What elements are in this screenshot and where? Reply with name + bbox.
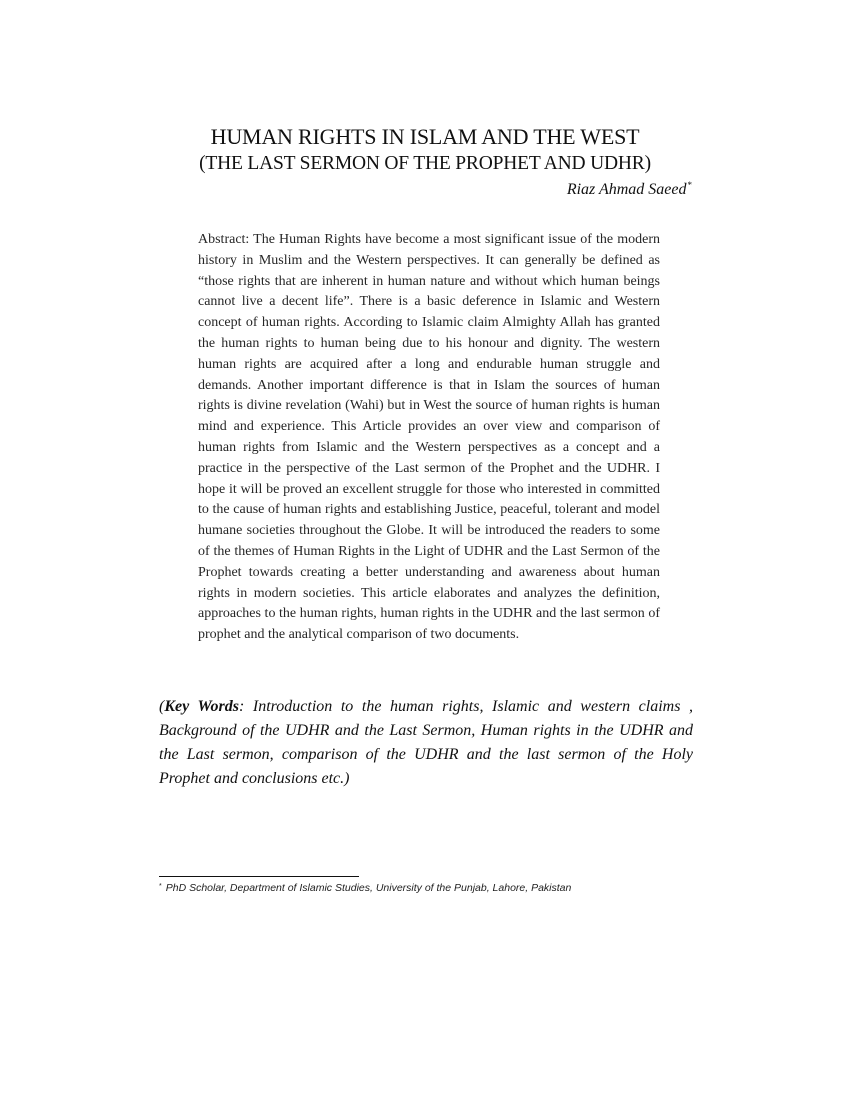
author-line [567,180,692,199]
footnote [159,882,719,894]
keywords-text: Introduction to the human rights, Islamic and western claims , Background of the UDHR and the Last Sermon, Human rights in the UDHR and the Last sermon, comparison of the UDHR and the last sermon of the Holy Prophet and conclusions etc.) [159,698,694,787]
keywords-colon: : [238,698,245,715]
keywords-open-paren: ( [159,698,165,715]
abstract-paragraph: Abstract: The Human Rights have become a most significant issue of the modern history in Muslim and the Western perspectives. It can generally be defined as “those rights that are inherent in human nature and without which human beings cannot live a decent life”. There is a basic deference in Islamic and Western concept of human rights. According to Islamic claim Almighty Allah has granted the human rights to human being due to his honour and dignity. The western human rights are acquired after a long and endurable human struggle and demands. Another important difference is that in Islam the sources of human rights is divine revelation (Wahi) but in West the source of human rights is human mind and experience. This Article provides an over view and comparison of human rights from Islamic and the Western perspectives as a concept and a practice in the perspective of the Last sermon of the Prophet and the UDHR. I hope it will be proved an excellent struggle for those who interested in committed to the cause of human rights and establishing Justice, peaceful, tolerant and model humane societies throughout the Globe. It will be introduced the readers to some of the themes of Human Rights in the Light of UDHR and the Last Sermon of the Prophet towards creating a better understanding and awareness about human rights in modern societies. This article elaborates and analyzes the definition, approaches to the human rights, human rights in the UDHR and the last sermon of prophet and the analytical comparison of two documents. [198,232,660,643]
keywords-paragraph [159,695,693,791]
paper-subtitle: (THE LAST SERMON OF THE PROPHET AND UDHR) [199,153,651,174]
author-footnote-marker: * [687,180,692,190]
footnote-marker: * [159,883,162,890]
author-name: Riaz Ahmad Saeed [566,181,687,198]
paper-title: HUMAN RIGHTS IN ISLAM AND THE WEST [210,124,640,149]
footnote-divider [159,876,359,877]
keywords-label: Key Words [164,698,239,715]
footnote-text: PhD Scholar, Department of Islamic Studies, University of the Punjab, Lahore, Pakistan [165,882,572,894]
